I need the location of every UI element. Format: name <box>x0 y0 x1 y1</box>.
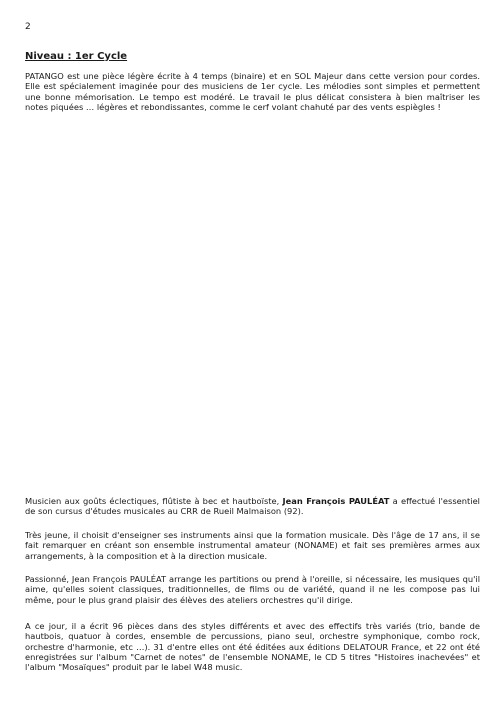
composer-name: Jean François PAULÉAT <box>282 496 390 506</box>
level-heading: Niveau : 1er Cycle <box>25 51 128 62</box>
bio-paragraph-2: Très jeune, il choisit d'enseigner ses instruments ainsi que la formation musicale. Dès l'âge de 17 ans, il se fait remarquer en créant son ensemble instrumental amateur (NONAME) et fait ses premières armes aux arrangements, à la composition et à la direction musicale. <box>25 530 480 561</box>
bio-paragraph-3: Passionné, Jean François PAULÉAT arrange les partitions ou prend à l'oreille, si nécessaire, les musiques qu'il aime, qu'elles soient classiques, traditionnelles, de films ou de variété, quand il ne les compose pas lui même, pour le plus grand plaisir des élèves des ateliers orchestres qu'il dirige. <box>25 574 480 605</box>
page-number: 2 <box>25 22 31 32</box>
intro-paragraph: PATANGO est une pièce légère écrite à 4 temps (binaire) et en SOL Majeur dans cette version pour cordes. Elle est spécialement imaginée pour des musiciens de 1er cycle. Les mélodies sont simples et permettent une bonne mémorisation. Le tempo est modéré. Le travail le plus délicat consistera à bien maîtriser les notes piquées … légères et rebondissantes, comme le cerf volant chahuté par des vents espiègles ! <box>25 71 480 112</box>
bio-paragraph-4: A ce jour, il a écrit 96 pièces dans des styles différents et avec des effectifs très variés (trio, bande de hautbois, quatuor à cordes, ensemble de percussions, piano seul, orchestre symphonique, combo rock, orchestre d'harmonie, etc …). 31 d'entre elles ont été éditées aux éditions DELATOUR France, et 22 ont été enregistrées sur l'album "Carnet de notes" de l'ensemble NONAME, le CD 5 titres "Histoires inachevées" et l'album "Mosaïques" produit par le label W48 music. <box>25 621 480 673</box>
bio-text: Musicien aux goûts éclectiques, flûtiste à bec et hautboïste, <box>25 496 283 506</box>
bio-text: a effectué l'essentiel de son cursus d'études musicales au CRR de Rueil Malmaison (92). <box>25 496 480 517</box>
bio-paragraph-1 <box>25 496 480 517</box>
